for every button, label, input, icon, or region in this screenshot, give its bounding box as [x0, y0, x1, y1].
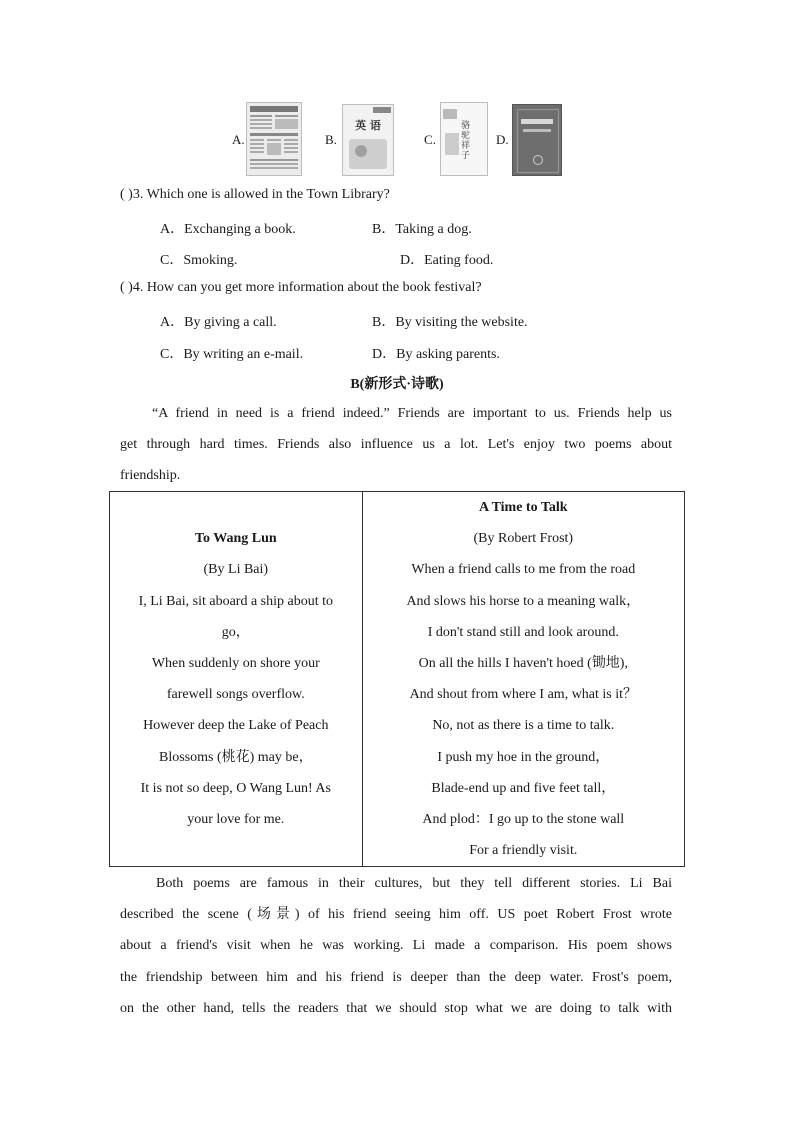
intro-paragraph	[120, 398, 672, 491]
closing-line-2: described the scene (场景) of his friend seeing him off. US poet Robert Frost wrote	[120, 907, 672, 923]
poem-right-line: For a friendly visit.	[469, 843, 578, 859]
poem-right-line: And shout from where I am, what is it？	[409, 687, 638, 703]
question-4-stem: ( )4. How can you get more information about the book festival?	[120, 280, 482, 295]
poem-right-line: When a friend calls to me from the road	[411, 562, 636, 578]
question-3-stem: ( )3. Which one is allowed in the Town Library?	[120, 187, 390, 202]
poem-left-line: your love for me.	[187, 811, 285, 827]
question-4-option-d: D．By asking parents.	[372, 347, 500, 362]
poem-right-line: Blade-end up and five feet tall，	[431, 780, 616, 796]
poem-right-author: (By Robert Frost)	[473, 531, 574, 547]
poem-left-author: (By Li Bai)	[203, 562, 269, 578]
closing-paragraph	[120, 868, 672, 1024]
poem-left-line: When suddenly on shore your	[151, 655, 320, 671]
question-3-option-c: C．Smoking.	[160, 253, 238, 268]
closing-line-1: Both poems are famous in their cultures, but they tell different stories. Li Bai	[156, 876, 672, 891]
poem-right-line: And slows his horse to a meaning walk，	[406, 593, 641, 609]
section-b-heading: B(新形式·诗歌)	[350, 377, 444, 392]
poem-right-line: I don't stand still and look around.	[427, 624, 619, 640]
poem-a-time-to-talk	[362, 492, 684, 867]
chinese-book-thumbnail-icon: 骆驼祥子	[440, 102, 488, 176]
question-3-option-a: A．Exchanging a book.	[160, 222, 296, 237]
question-4-option-b: B．By visiting the website.	[372, 315, 528, 330]
poem-left-line: Blossoms (桃花) may be，	[158, 749, 313, 765]
question-4-option-a: A．By giving a call.	[160, 315, 277, 330]
question-4-option-c: C．By writing an e-mail.	[160, 347, 304, 362]
intro-line-3: friendship.	[120, 468, 181, 483]
poem-left-title: To Wang Lun	[194, 531, 277, 547]
question-3-option-b: B．Taking a dog.	[372, 222, 472, 237]
poem-left-line: go，	[221, 624, 250, 640]
intro-line-2: get through hard times. Friends also influence us a lot. Let's enjoy two poems about	[120, 437, 672, 452]
poem-right-title: A Time to Talk	[479, 500, 568, 515]
poem-right-line: And plod：I go up to the stone wall	[422, 811, 625, 827]
poem-right-line: I push my hoe in the ground，	[437, 749, 610, 765]
intro-line-1: “A friend in need is a friend indeed.” Friends are important to us. Friends help us	[152, 406, 672, 421]
option-c-letter: C.	[424, 132, 436, 147]
poem-right-line: On all the hills I haven't hoed (锄地),	[418, 655, 628, 671]
option-a-letter: A.	[232, 132, 245, 147]
poem-left-line: However deep the Lake of Peach	[143, 718, 329, 734]
closing-line-5: on the other hand, tells the readers that we should stop what we are doing to talk with	[120, 1000, 672, 1016]
poems-table	[109, 491, 685, 867]
poem-right-line: No, not as there is a time to talk.	[432, 718, 615, 734]
closing-line-4: the friendship between him and his friend is deeper than the deep water. Frost's poem,	[120, 969, 672, 985]
option-b-letter: B.	[325, 132, 337, 147]
english-textbook-thumbnail-icon: 英 语	[342, 104, 394, 176]
newspaper-thumbnail-icon	[246, 102, 302, 176]
option-d-letter: D.	[496, 132, 509, 147]
poem-left-line: I, Li Bai, sit aboard a ship about to	[138, 593, 333, 609]
poem-to-wang-lun	[110, 492, 363, 867]
poem-left-line: It is not so deep, O Wang Lun! As	[140, 780, 331, 796]
poem-left-line: farewell songs overflow.	[166, 687, 305, 703]
question-3-option-d: D．Eating food.	[400, 253, 494, 268]
dictionary-thumbnail-icon	[512, 104, 562, 176]
closing-line-3: about a friend's visit when he was working. Li made a comparison. His poem shows	[120, 938, 672, 954]
